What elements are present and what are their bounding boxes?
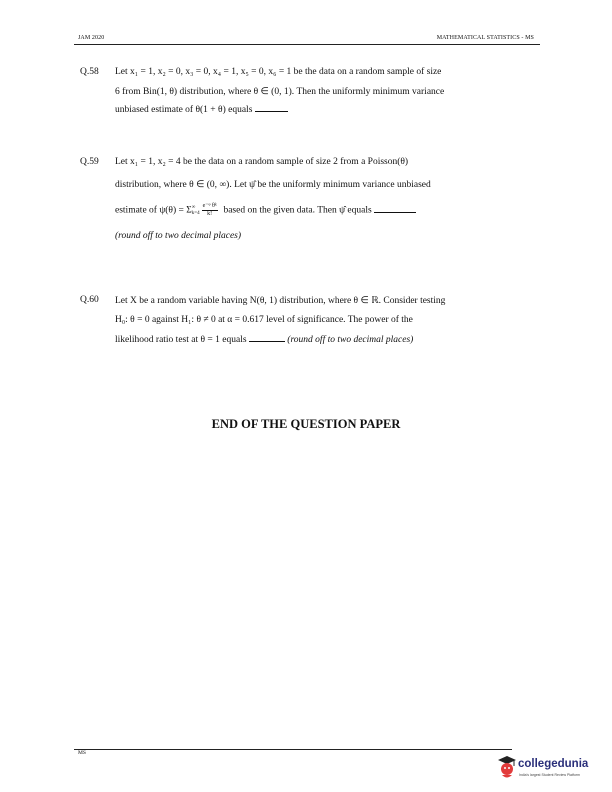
- answer-blank: [374, 211, 416, 213]
- logo-text: collegedunia: [518, 758, 589, 770]
- question-line: 6 from Bin(1, θ) distribution, where θ ∈ (0, 1). Then the uniformly minimum variance: [115, 87, 445, 97]
- header-rule: [74, 44, 540, 45]
- question-line-text: estimate of ψ(θ) = Σ: [115, 205, 192, 216]
- fraction: [202, 203, 218, 218]
- question-line: distribution, where θ ∈ (0, ∞). Let ψ̂ be the uniformly minimum variance unbiased: [115, 180, 431, 190]
- answer-blank: [255, 110, 288, 112]
- fraction-numerator: e⁻ᵠ θᵏ: [202, 203, 217, 209]
- question-number: Q.60: [80, 295, 99, 305]
- question-line: Let x₁ = 1, x₂ = 4 be the data on a random sample of size 2 from a Poisson(θ): [115, 157, 409, 167]
- question-line: [115, 105, 288, 115]
- question-note: (round off to two decimal places): [115, 231, 242, 241]
- logo-tagline: India's largest Student Review Platform: [519, 773, 580, 777]
- question-line: [115, 335, 413, 345]
- sum-lower-limit: k=4: [191, 210, 200, 216]
- answer-blank: [249, 340, 285, 342]
- collegedunia-logo: [496, 755, 608, 785]
- question-number: Q.58: [80, 67, 99, 77]
- question-line-text: likelihood ratio test at θ = 1 equals: [115, 335, 247, 345]
- header-right: MATHEMATICAL STATISTICS - MS: [436, 35, 534, 41]
- question-line: Let X be a random variable having N(θ, 1) distribution, where θ ∈ ℝ. Consider testing: [115, 296, 446, 306]
- footer-left: MS: [78, 750, 86, 756]
- question-number: Q.59: [80, 157, 99, 167]
- question-note: (round off to two decimal places): [287, 335, 414, 345]
- sum-upper-limit: ∞: [191, 204, 196, 210]
- end-of-paper-heading: END OF THE QUESTION PAPER: [211, 417, 401, 431]
- question-line-text: unbiased estimate of θ(1 + θ) equals: [115, 105, 253, 115]
- fraction-denominator: k!: [207, 211, 213, 217]
- question-line: H₀: θ = 0 against H₁: θ ≠ 0 at α = 0.617 level of significance. The power of the: [115, 315, 413, 325]
- graduate-mascot-icon: [496, 755, 518, 781]
- footer-rule: [74, 749, 512, 750]
- question-line: [115, 203, 416, 218]
- header-left: JAM 2020: [78, 35, 105, 41]
- question-line-text: based on the given data. Then ψ̂ equals: [223, 205, 372, 216]
- question-line: Let x₁ = 1, x₂ = 0, x₃ = 0, x₄ = 1, x₅ = 0, x₆ = 1 be the data on a random sample of size: [115, 67, 442, 77]
